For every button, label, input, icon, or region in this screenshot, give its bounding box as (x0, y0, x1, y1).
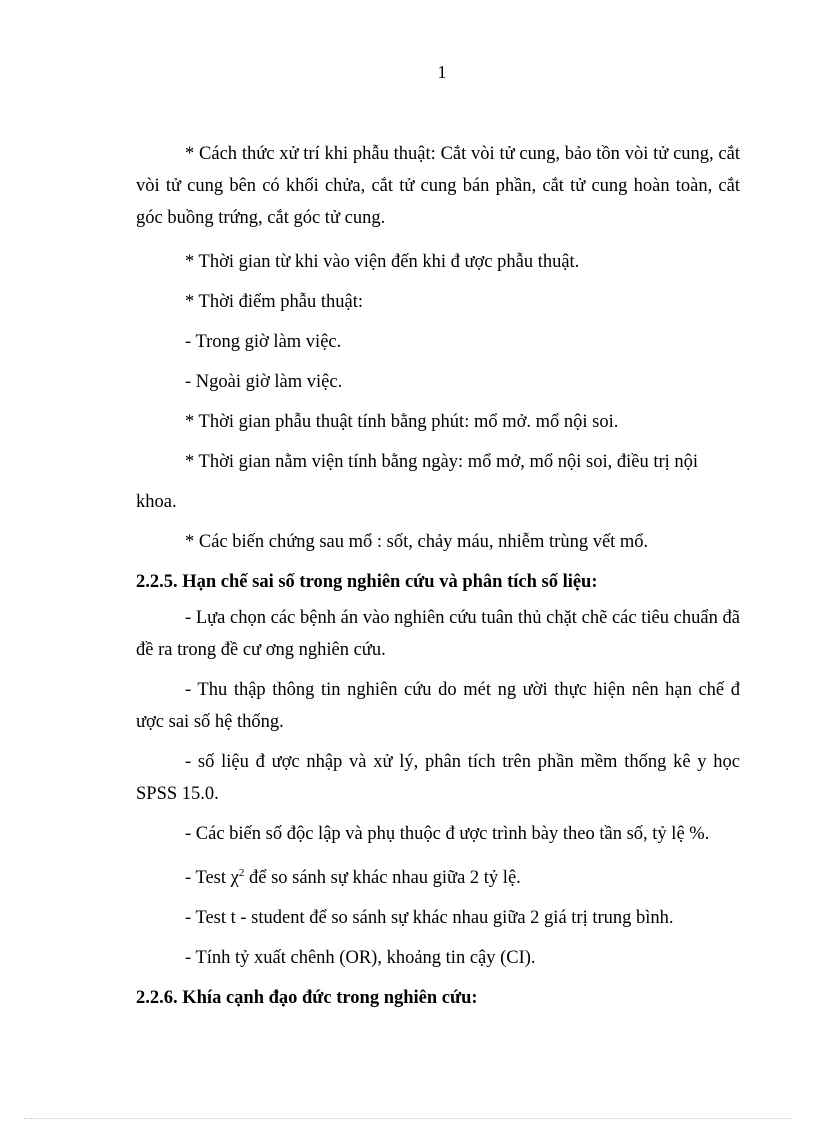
page-number: 1 (437, 62, 447, 82)
paragraph-complications: * Các biến chứng sau mổ : sốt, chảy máu, nhiễm trùng vết mổ. (185, 532, 649, 552)
paragraph-surgery-timing: * Thời điểm phẫu thuật: (185, 292, 363, 312)
paragraph-surgical-methods: * Cách thức xử trí khi phẫu thuật: Cắt vòi tử cung, bảo tồn vòi tử cung, cắt vòi tử cung bên có khối chửa, cắt tử cung bán phần, cắt tử cung hoàn toàn, cắt góc buồng trứng, cắt góc tử cung. (136, 144, 740, 228)
paragraph-data-collection: - Thu thập thông tin nghiên cứu do mét ng ười thực hiện nên hạn chế đ ược sai số hệ thống. (136, 680, 740, 732)
chi-square-superscript: 2 (238, 866, 245, 879)
chi-square-suffix: để so sánh sự khác nhau giữa 2 tỷ lệ. (244, 868, 521, 888)
paragraph-time-to-surgery: * Thời gian từ khi vào viện đến khi đ ược phẫu thuật. (185, 252, 580, 272)
page-bottom-divider (24, 1118, 792, 1119)
paragraph-hospital-stay: * Thời gian nằm viện tính bằng ngày: mổ mở, mổ nội soi, điều trị nội khoa. (136, 452, 699, 512)
paragraph-surgery-duration: * Thời gian phẫu thuật tính bằng phút: mổ mở. mổ nội soi. (185, 412, 619, 432)
paragraph-record-selection: - Lựa chọn các bệnh án vào nghiên cứu tuân thủ chặt chẽ các tiêu chuẩn đã đề ra trong đề cư ơng nghiên cứu. (136, 608, 740, 660)
document-body (136, 138, 740, 1018)
paragraph-variables: - Các biến số độc lập và phụ thuộc đ ược trình bày theo tần số, tỷ lệ %. (185, 824, 710, 844)
chi-square-prefix: - Test χ (185, 868, 239, 888)
paragraph-working-hours: - Trong giờ làm việc. (185, 332, 342, 352)
paragraph-chi-square-test (136, 858, 740, 898)
section-heading-ethics: 2.2.6. Khía cạnh đạo đức trong nghiên cứu: (136, 988, 478, 1008)
paragraph-outside-hours: - Ngoài giờ làm việc. (185, 372, 343, 392)
paragraph-t-test: - Test t - student để so sánh sự khác nhau giữa 2 giá trị trung bình. (185, 908, 674, 928)
paragraph-spss-processing: - số liệu đ ược nhập và xử lý, phân tích trên phần mềm thống kê y học SPSS 15.0. (136, 752, 740, 804)
section-heading-error-limitation: 2.2.5. Hạn chế sai số trong nghiên cứu và phân tích số liệu: (136, 572, 598, 592)
paragraph-odds-ratio: - Tính tỷ xuất chênh (OR), khoảng tin cậy (CI). (185, 948, 536, 968)
